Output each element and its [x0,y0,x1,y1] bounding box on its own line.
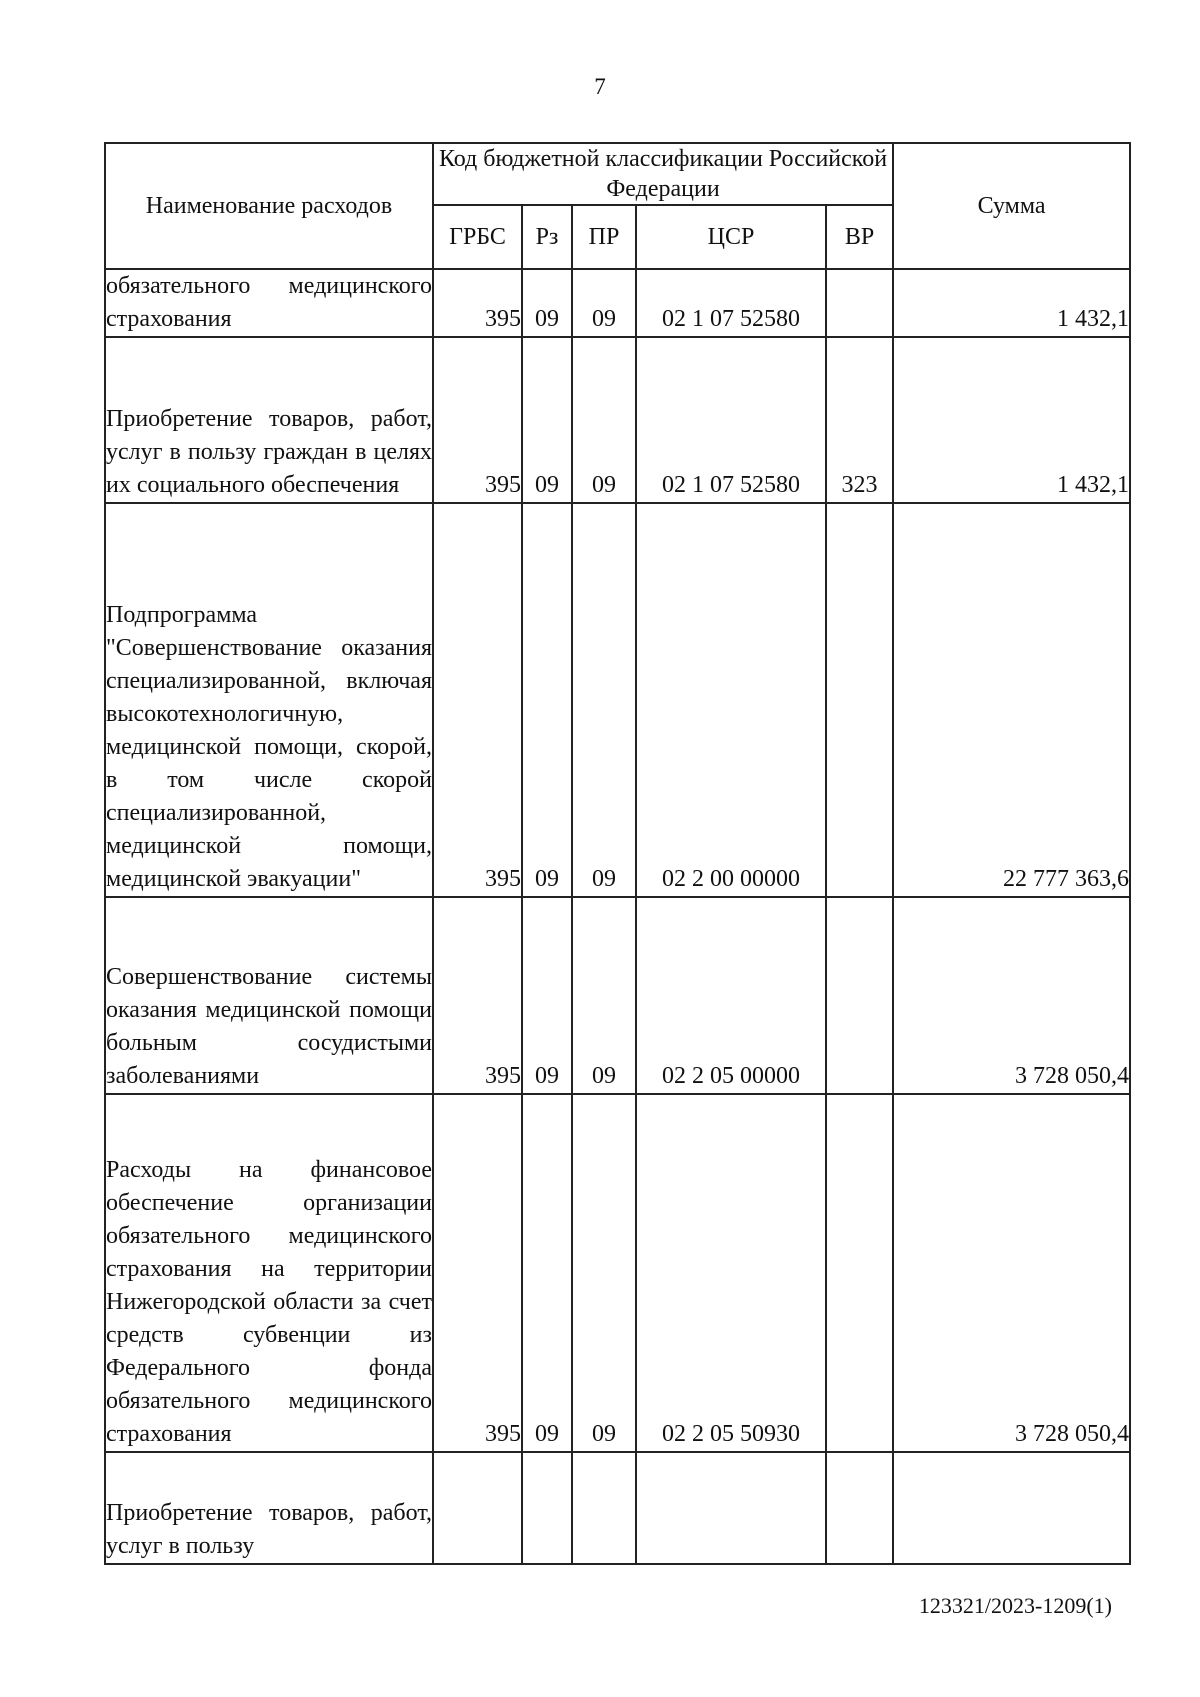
row-csr: 02 2 05 00000 [636,897,826,1094]
row-pr: 09 [572,269,636,337]
row-vr: 323 [826,337,893,503]
header-code-group: Код бюджетной классификации Российской Федерации [433,143,893,205]
table-row [105,1452,1130,1564]
row-sum: 22 777 363,6 [893,503,1130,897]
header-row [105,143,1130,205]
row-grbs: 395 [433,269,522,337]
header-vr: ВР [826,205,893,269]
table-row [105,269,1130,337]
row-csr [636,1452,826,1564]
row-rz: 09 [522,337,572,503]
row-sum: 3 728 050,4 [893,897,1130,1094]
row-grbs: 395 [433,897,522,1094]
row-sum: 1 432,1 [893,269,1130,337]
row-pr [572,1452,636,1564]
row-vr [826,1094,893,1452]
row-csr: 02 2 00 00000 [636,503,826,897]
row-pr: 09 [572,897,636,1094]
row-pr: 09 [572,503,636,897]
row-rz: 09 [522,503,572,897]
row-sum: 3 728 050,4 [893,1094,1130,1452]
header-grbs: ГРБС [433,205,522,269]
row-grbs: 395 [433,337,522,503]
header-csr: ЦСР [636,205,826,269]
row-csr: 02 2 05 50930 [636,1094,826,1452]
table-row [105,337,1130,503]
row-name: Подпрограмма "Совершенствование оказания специализированной, включая высокотехнологичную, медицинской помощи, скорой, в том числе скорой специализированной, медицинской помощи, медицинской эвакуации" [105,503,433,897]
row-name: Совершенствование системы оказания медицинской помощи больным сосудистыми заболеваниями [105,897,433,1094]
row-vr [826,503,893,897]
row-vr [826,269,893,337]
table-row [105,897,1130,1094]
header-name: Наименование расходов [105,143,433,269]
table-row [105,1094,1130,1452]
row-vr [826,1452,893,1564]
row-csr: 02 1 07 52580 [636,269,826,337]
row-sum [893,1452,1130,1564]
row-rz: 09 [522,269,572,337]
table-row [105,503,1130,897]
row-sum: 1 432,1 [893,337,1130,503]
row-name: Приобретение товаров, работ, услуг в пользу [105,1452,433,1564]
row-grbs: 395 [433,1094,522,1452]
header-rz: Рз [522,205,572,269]
row-grbs: 395 [433,503,522,897]
row-grbs [433,1452,522,1564]
header-pr: ПР [572,205,636,269]
document-id: 123321/2023-1209(1) [918,1593,1112,1618]
row-rz: 09 [522,1094,572,1452]
row-rz [522,1452,572,1564]
page-number: 7 [594,74,606,99]
row-pr: 09 [572,1094,636,1452]
row-name: Расходы на финансовое обеспечение организации обязательного медицинского страхования на территории Нижегородской области за счет средств субвенции из Федерального фонда обязательного медицинского страхования [105,1094,433,1452]
header-sum: Сумма [893,143,1130,269]
row-name: Приобретение товаров, работ, услуг в пользу граждан в целях их социального обеспечения [105,337,433,503]
row-name: обязательного медицинского страхования [105,269,433,337]
row-csr: 02 1 07 52580 [636,337,826,503]
budget-table [104,142,1131,1565]
row-rz: 09 [522,897,572,1094]
row-vr [826,897,893,1094]
row-pr: 09 [572,337,636,503]
